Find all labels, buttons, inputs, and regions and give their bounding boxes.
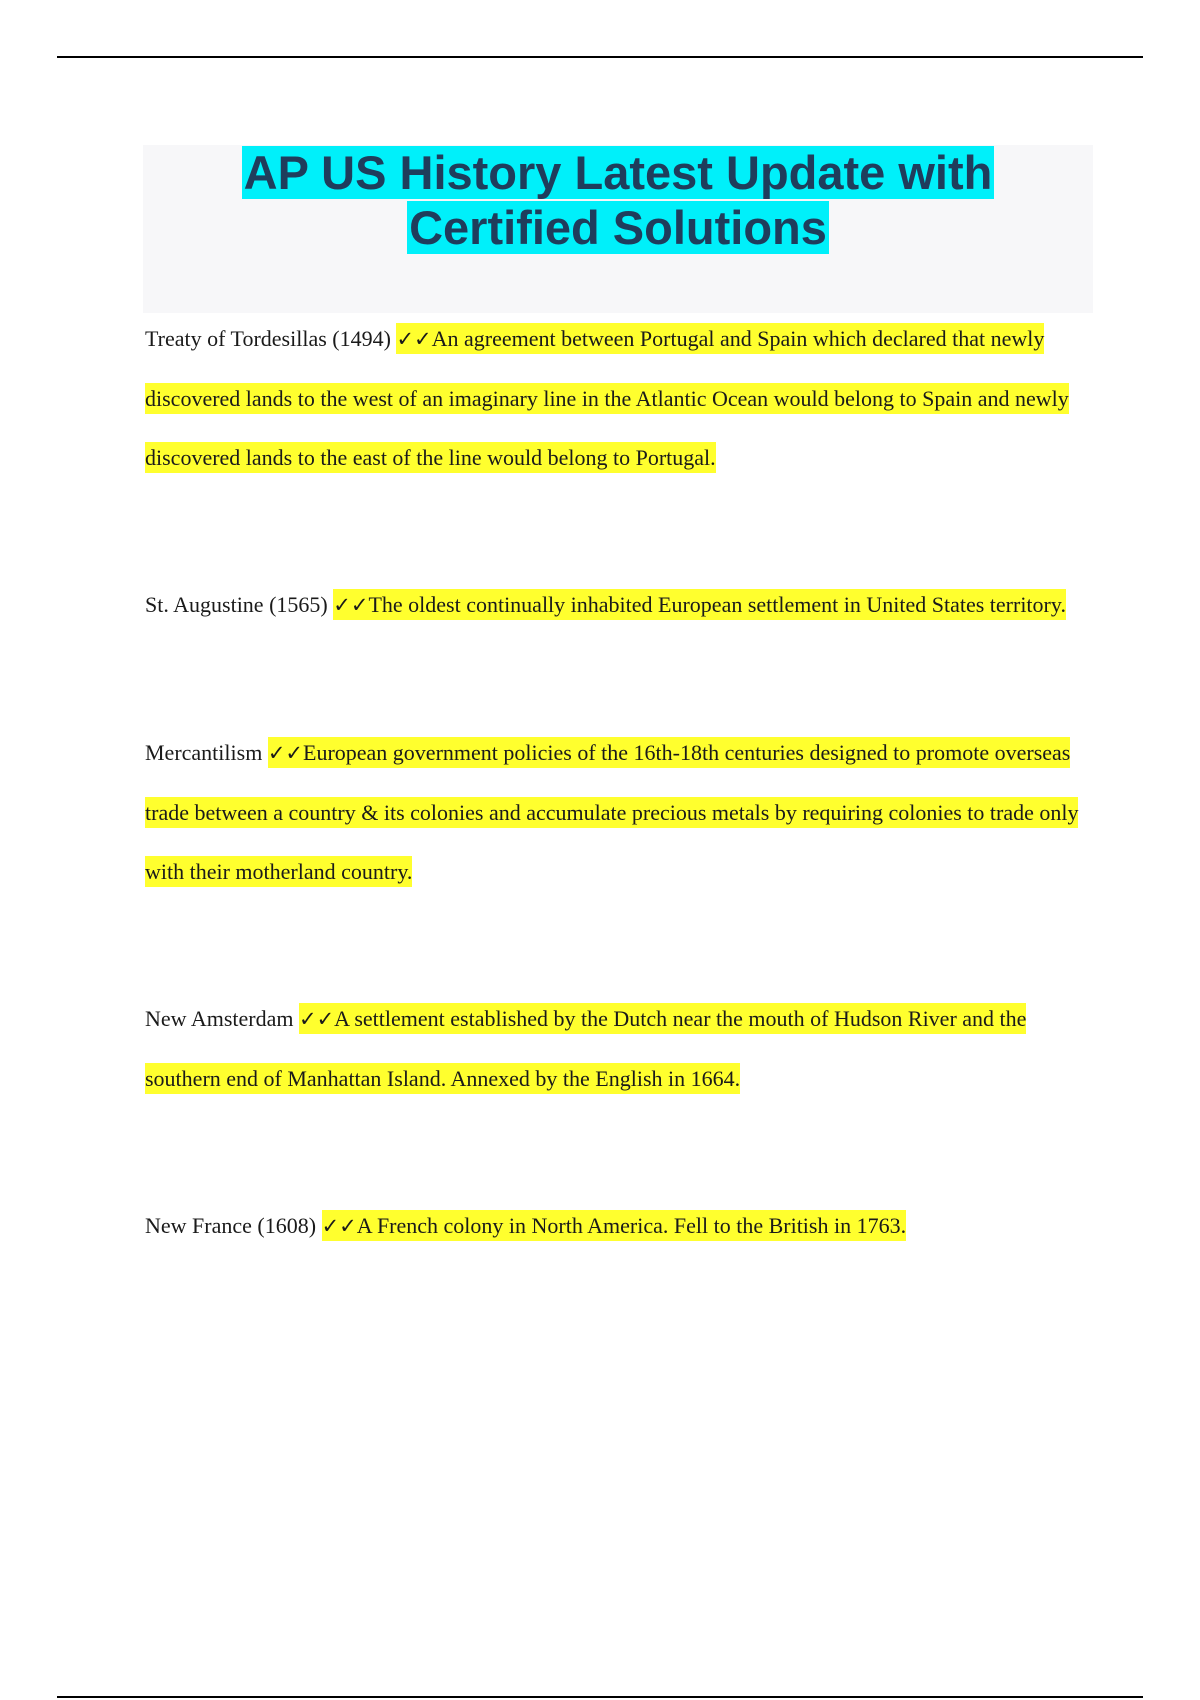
double-check-icon: ✓✓ <box>333 593 369 617</box>
entry-term: New Amsterdam <box>145 1006 294 1031</box>
double-check-icon: ✓✓ <box>267 741 304 765</box>
title-block <box>143 145 1093 313</box>
entry-term: St. Augustine (1565) <box>145 592 328 617</box>
header-rule <box>57 56 1143 58</box>
flashcard-entry <box>145 723 1090 901</box>
entry-term: New France (1608) <box>145 1213 317 1238</box>
double-check-icon: ✓✓ <box>321 1214 357 1238</box>
document-title-line-2: Certified Solutions <box>409 201 827 254</box>
double-check-icon: ✓✓ <box>396 327 432 351</box>
flashcard-entry <box>145 309 1090 487</box>
flashcard-list <box>145 309 1090 1256</box>
footer-rule <box>57 1696 1143 1698</box>
flashcard-entry <box>145 989 1090 1108</box>
entry-definition: An agreement between Portugal and Spain which declared that newly discovered lands to the west of an imaginary line in the Atlantic Ocean would belong to Spain and newly discovered lands to the east of the line would belong to Portugal. <box>145 326 1069 470</box>
entry-answer <box>145 737 1078 887</box>
document-title-line-1: AP US History Latest Update with <box>243 146 993 199</box>
flashcard-entry <box>145 1196 1090 1256</box>
entry-definition: The oldest continually inhabited European settlement in United States territory. <box>368 592 1066 617</box>
entry-answer <box>322 1210 907 1241</box>
flashcard-entry <box>145 575 1090 635</box>
double-check-icon: ✓✓ <box>298 1007 335 1031</box>
entry-term: Mercantilism <box>145 740 263 765</box>
entry-definition: A French colony in North America. Fell to the British in 1763. <box>356 1213 907 1238</box>
entry-answer <box>333 589 1066 620</box>
entry-definition: A settlement established by the Dutch near the mouth of Hudson River and the southern end of Manhattan Island. Annexed by the English in 1664. <box>145 1006 1027 1091</box>
document-title <box>143 145 1093 255</box>
entry-definition: European government policies of the 16th-18th centuries designed to promote overseas trade between a country & its colonies and accumulate precious metals by requiring colonies to trade only with their motherland country. <box>145 740 1079 884</box>
entry-term: Treaty of Tordesillas (1494) <box>145 326 391 351</box>
